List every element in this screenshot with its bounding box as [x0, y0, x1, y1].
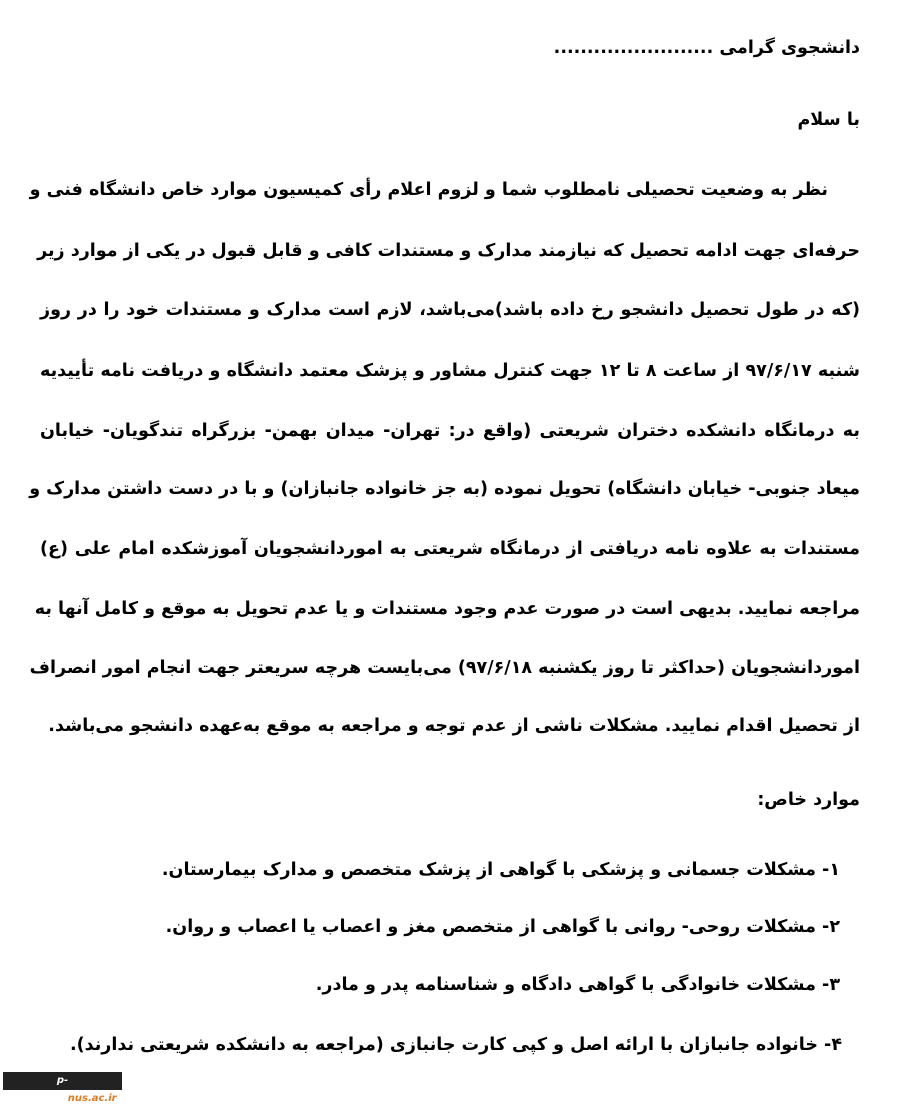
watermark-prefix: p-safadasht. [8, 1075, 69, 1104]
body-line: مستندات به علاوه نامه دریافتی از درمانگاه شریعتی به اموردانشجویان آموزشکده امام علی (ع) [40, 539, 860, 559]
special-case-item: ۴- خانواده جانبازان با ارائه اصل و کپی کارت جانبازی (مراجعه به دانشکده شریعتی ندارند). [69, 1035, 842, 1055]
body-line: از تحصیل اقدام نمایید. مشکلات ناشی از عدم توجه و مراجعه به موقع به‌عهده دانشجو می‌باشد. [48, 716, 860, 736]
body-line: حرفه‌ای جهت ادامه تحصیل که نیازمند مدارک و مستندات کافی و قابل قبول در یکی از موارد زیر [37, 241, 860, 261]
salutation: دانشجوی گرامی ........................ [553, 38, 860, 58]
greeting: با سلام [797, 110, 860, 130]
body-line: نظر به وضعیت تحصیلی نامطلوب شما و لزوم اعلام رأی کمیسیون موارد خاص دانشگاه فنی و [29, 180, 828, 200]
site-watermark [3, 1072, 122, 1104]
body-line: (که در طول تحصیل دانشجو رخ داده باشد)می‌باشد، لازم است مدارک و مستندات خود را در روز [40, 300, 860, 320]
body-line: میعاد جنوبی- خیابان دانشگاه) تحویل نموده (به جز خانواده جانبازان) و با در دست داشتن مدارک و [29, 479, 860, 499]
body-line: شنبه ۹۷/۶/۱۷ از ساعت ۸ تا ۱۲ جهت کنترل مشاور و پزشک معتمد دانشگاه و دریافت نامه تأییدیه [40, 361, 861, 381]
body-line: مراجعه نمایید. بدیهی است در صورت عدم وجود مستندات و یا عدم تحویل به موقع و کامل آنها به [34, 599, 860, 619]
special-case-item: ۳- مشکلات خانوادگی با گواهی دادگاه و شناسنامه پدر و مادر. [315, 975, 840, 995]
body-line: به درمانگاه دانشکده دختران شریعتی (واقع در: تهران- میدان بهمن- بزرگراه تندگویان- خیابان [40, 421, 860, 441]
special-case-item: ۱- مشکلات جسمانی و پزشکی با گواهی از پزشک متخصص و مدارک بیمارستان. [161, 860, 840, 880]
special-cases-heading: موارد خاص: [757, 790, 860, 810]
special-case-item: ۲- مشکلات روحی- روانی با گواهی از متخصص مغز و اعصاب یا اعصاب و روان. [165, 917, 840, 937]
watermark-domain: nus.ac.ir [67, 1093, 117, 1104]
body-line: اموردانشجویان (حداکثر تا روز یکشنبه ۹۷/۶/۱۸) می‌بایست هرچه سریعتر جهت انجام امور انصراف [29, 658, 860, 678]
